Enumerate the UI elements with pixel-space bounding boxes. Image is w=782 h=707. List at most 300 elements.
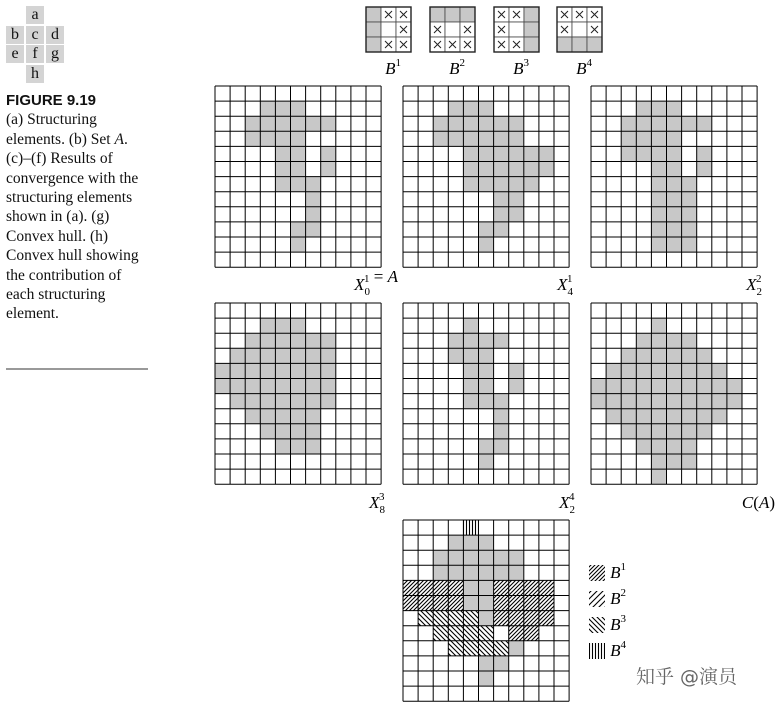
filled-cell bbox=[667, 101, 682, 116]
filled-cell bbox=[230, 394, 245, 409]
filled-cell bbox=[697, 394, 712, 409]
filled-cell bbox=[682, 379, 697, 394]
filled-cell bbox=[260, 379, 275, 394]
filled-cell bbox=[321, 333, 336, 348]
filled-cell bbox=[433, 565, 448, 580]
filled-cell bbox=[494, 222, 509, 237]
filled-cell bbox=[448, 116, 463, 131]
filled-cell bbox=[651, 439, 666, 454]
grid-panel-6 bbox=[591, 303, 757, 484]
grid-panel-5 bbox=[403, 303, 569, 484]
filled-cell bbox=[463, 146, 478, 161]
filled-cell bbox=[463, 379, 478, 394]
filled-cell bbox=[494, 192, 509, 207]
legend-label-3: $B^3$ bbox=[610, 613, 626, 634]
filled-cell bbox=[306, 439, 321, 454]
filled-cell bbox=[291, 237, 306, 252]
filled-cell bbox=[636, 348, 651, 363]
filled-cell bbox=[291, 348, 306, 363]
filled-cell bbox=[712, 379, 727, 394]
filled-cell bbox=[448, 333, 463, 348]
se-cell bbox=[366, 7, 381, 22]
filled-cell bbox=[479, 116, 494, 131]
se-cell bbox=[524, 22, 539, 37]
filled-cell bbox=[494, 565, 509, 580]
filled-cell bbox=[494, 439, 509, 454]
filled-cell bbox=[275, 318, 290, 333]
structuring-element-3 bbox=[494, 7, 539, 52]
filled-cell bbox=[291, 424, 306, 439]
grid-label-2: $X_41$ bbox=[557, 273, 573, 298]
filled-cell bbox=[433, 131, 448, 146]
filled-cell bbox=[479, 101, 494, 116]
filled-cell bbox=[621, 379, 636, 394]
filled-cell bbox=[697, 409, 712, 424]
hatched-cell bbox=[433, 580, 448, 595]
filled-cell bbox=[494, 550, 509, 565]
se-cell bbox=[509, 22, 524, 37]
watermark: 知乎 @演员 bbox=[636, 666, 738, 688]
filled-cell bbox=[494, 409, 509, 424]
filled-cell bbox=[697, 379, 712, 394]
filled-cell bbox=[260, 116, 275, 131]
hatched-cell bbox=[433, 596, 448, 611]
filled-cell bbox=[291, 439, 306, 454]
filled-cell bbox=[463, 131, 478, 146]
filled-cell bbox=[697, 116, 712, 131]
legend-label-2: $B^2$ bbox=[610, 587, 626, 608]
filled-cell bbox=[433, 116, 448, 131]
hatched-cell bbox=[509, 611, 524, 626]
filled-cell bbox=[479, 222, 494, 237]
filled-cell bbox=[494, 116, 509, 131]
filled-cell bbox=[479, 550, 494, 565]
se-cell bbox=[381, 22, 396, 37]
filled-cell bbox=[697, 348, 712, 363]
hatched-cell bbox=[448, 641, 463, 656]
hatched-cell bbox=[509, 626, 524, 641]
filled-cell bbox=[682, 409, 697, 424]
filled-cell bbox=[621, 348, 636, 363]
filled-cell bbox=[260, 348, 275, 363]
filled-cell bbox=[306, 394, 321, 409]
filled-cell bbox=[494, 162, 509, 177]
grid-panel-2 bbox=[403, 86, 569, 267]
filled-cell bbox=[494, 207, 509, 222]
filled-cell bbox=[260, 363, 275, 378]
filled-cell bbox=[479, 454, 494, 469]
filled-cell bbox=[479, 394, 494, 409]
filled-cell bbox=[463, 177, 478, 192]
filled-cell bbox=[509, 177, 524, 192]
hatched-cell bbox=[509, 580, 524, 595]
structuring-element-1 bbox=[366, 7, 411, 52]
filled-cell bbox=[509, 363, 524, 378]
filled-cell bbox=[306, 379, 321, 394]
filled-cell bbox=[651, 379, 666, 394]
filled-cell bbox=[291, 146, 306, 161]
filled-cell bbox=[463, 101, 478, 116]
filled-cell bbox=[479, 146, 494, 161]
filled-cell bbox=[682, 207, 697, 222]
filled-cell bbox=[667, 146, 682, 161]
filled-cell bbox=[494, 424, 509, 439]
filled-cell bbox=[306, 207, 321, 222]
filled-cell bbox=[636, 439, 651, 454]
grid-label-3: $X_22$ bbox=[746, 273, 762, 298]
filled-cell bbox=[306, 177, 321, 192]
hatched-cell bbox=[448, 596, 463, 611]
filled-cell bbox=[448, 550, 463, 565]
panel-key-c: c bbox=[26, 26, 44, 44]
filled-cell bbox=[463, 565, 478, 580]
filled-cell bbox=[651, 116, 666, 131]
filled-cell bbox=[682, 116, 697, 131]
filled-cell bbox=[275, 348, 290, 363]
hatched-cell bbox=[479, 641, 494, 656]
filled-cell bbox=[727, 379, 742, 394]
filled-cell bbox=[621, 116, 636, 131]
filled-cell bbox=[667, 454, 682, 469]
filled-cell bbox=[606, 363, 621, 378]
filled-cell bbox=[636, 379, 651, 394]
filled-cell bbox=[509, 131, 524, 146]
filled-cell bbox=[479, 348, 494, 363]
filled-cell bbox=[291, 409, 306, 424]
filled-cell bbox=[712, 363, 727, 378]
filled-cell bbox=[245, 394, 260, 409]
grid-panel-4 bbox=[215, 303, 381, 484]
hatched-cell bbox=[524, 580, 539, 595]
filled-cell bbox=[275, 424, 290, 439]
se-cell bbox=[460, 7, 475, 22]
filled-cell bbox=[479, 237, 494, 252]
filled-cell bbox=[667, 333, 682, 348]
filled-cell bbox=[524, 177, 539, 192]
filled-cell bbox=[479, 565, 494, 580]
hatched-cell bbox=[448, 626, 463, 641]
caption-text: (a) Structuring elements. (b) Set A. (c)–(f) Results of convergence with the structuring elements shown in (a). (g) Convex hull. (h) Convex hull showing the contribution of each structuring element. bbox=[6, 111, 139, 323]
hatched-cell bbox=[494, 580, 509, 595]
se-cell bbox=[572, 37, 587, 52]
filled-cell bbox=[291, 222, 306, 237]
filled-cell bbox=[682, 192, 697, 207]
filled-cell bbox=[463, 596, 478, 611]
grid-label-5: $X_24$ bbox=[559, 491, 575, 516]
se-cell bbox=[524, 37, 539, 52]
filled-cell bbox=[321, 348, 336, 363]
filled-cell bbox=[651, 222, 666, 237]
filled-cell bbox=[697, 146, 712, 161]
filled-cell bbox=[275, 177, 290, 192]
filled-cell bbox=[509, 116, 524, 131]
hatched-cell bbox=[524, 626, 539, 641]
filled-cell bbox=[321, 379, 336, 394]
se-cell bbox=[366, 22, 381, 37]
filled-cell bbox=[667, 237, 682, 252]
filled-cell bbox=[651, 207, 666, 222]
filled-cell bbox=[651, 424, 666, 439]
filled-cell bbox=[636, 333, 651, 348]
filled-cell bbox=[509, 192, 524, 207]
filled-cell bbox=[621, 363, 636, 378]
filled-cell bbox=[621, 409, 636, 424]
filled-cell bbox=[230, 348, 245, 363]
panel-key-f: f bbox=[26, 45, 44, 63]
hatched-cell bbox=[463, 611, 478, 626]
filled-cell bbox=[636, 394, 651, 409]
legend-swatch-3 bbox=[589, 617, 605, 633]
filled-cell bbox=[591, 379, 606, 394]
filled-cell bbox=[291, 363, 306, 378]
filled-cell bbox=[606, 394, 621, 409]
legend-label-4: $B^4$ bbox=[610, 639, 626, 660]
hatched-cell bbox=[463, 641, 478, 656]
panel-key-b: b bbox=[6, 26, 24, 44]
filled-cell bbox=[494, 656, 509, 671]
filled-cell bbox=[651, 469, 666, 484]
filled-cell bbox=[479, 439, 494, 454]
structuring-element-4 bbox=[557, 7, 602, 52]
filled-cell bbox=[260, 101, 275, 116]
filled-cell bbox=[667, 409, 682, 424]
filled-cell bbox=[682, 222, 697, 237]
filled-cell bbox=[479, 177, 494, 192]
filled-cell bbox=[275, 394, 290, 409]
filled-cell bbox=[275, 116, 290, 131]
filled-cell bbox=[494, 177, 509, 192]
filled-cell bbox=[275, 379, 290, 394]
filled-cell bbox=[509, 550, 524, 565]
filled-cell bbox=[215, 363, 230, 378]
se-cell bbox=[430, 7, 445, 22]
hatched-cell bbox=[418, 611, 433, 626]
filled-cell bbox=[291, 116, 306, 131]
hatched-cell bbox=[494, 596, 509, 611]
filled-cell bbox=[260, 424, 275, 439]
filled-cell bbox=[291, 394, 306, 409]
filled-cell bbox=[591, 394, 606, 409]
filled-cell bbox=[621, 424, 636, 439]
filled-cell bbox=[636, 116, 651, 131]
filled-cell bbox=[275, 162, 290, 177]
filled-cell bbox=[697, 162, 712, 177]
filled-cell bbox=[260, 333, 275, 348]
filled-cell bbox=[621, 146, 636, 161]
filled-cell bbox=[260, 409, 275, 424]
filled-cell bbox=[651, 101, 666, 116]
filled-cell bbox=[524, 162, 539, 177]
filled-cell bbox=[651, 409, 666, 424]
filled-cell bbox=[667, 162, 682, 177]
hatched-cell bbox=[479, 626, 494, 641]
filled-cell bbox=[651, 333, 666, 348]
panel-key-a: a bbox=[26, 6, 44, 24]
legend-label-1: $B^1$ bbox=[610, 561, 626, 582]
filled-cell bbox=[606, 409, 621, 424]
hatched-cell bbox=[539, 580, 554, 595]
grid-panel-3 bbox=[591, 86, 757, 267]
filled-cell bbox=[697, 363, 712, 378]
filled-cell bbox=[321, 116, 336, 131]
grid-label-6: C(A) bbox=[741, 493, 775, 512]
filled-cell bbox=[636, 131, 651, 146]
filled-cell bbox=[667, 192, 682, 207]
filled-cell bbox=[463, 116, 478, 131]
filled-cell bbox=[651, 363, 666, 378]
filled-cell bbox=[215, 379, 230, 394]
filled-cell bbox=[448, 565, 463, 580]
filled-cell bbox=[509, 641, 524, 656]
filled-cell bbox=[433, 550, 448, 565]
hatched-cell bbox=[509, 596, 524, 611]
se-label-3: $B^3$ bbox=[513, 57, 529, 78]
filled-cell bbox=[682, 333, 697, 348]
filled-cell bbox=[448, 348, 463, 363]
filled-cell bbox=[275, 333, 290, 348]
filled-cell bbox=[667, 394, 682, 409]
filled-cell bbox=[306, 192, 321, 207]
filled-cell bbox=[275, 131, 290, 146]
filled-cell bbox=[291, 379, 306, 394]
filled-cell bbox=[448, 131, 463, 146]
hatched-cell bbox=[448, 580, 463, 595]
filled-cell bbox=[479, 656, 494, 671]
panel-key-h: h bbox=[26, 65, 44, 83]
filled-cell bbox=[651, 192, 666, 207]
hatched-cell bbox=[403, 580, 418, 595]
hatched-cell bbox=[463, 626, 478, 641]
hatched-cell bbox=[448, 611, 463, 626]
se-cell bbox=[445, 22, 460, 37]
filled-cell bbox=[636, 424, 651, 439]
filled-cell bbox=[667, 207, 682, 222]
se-cell bbox=[445, 7, 460, 22]
filled-cell bbox=[682, 177, 697, 192]
filled-cell bbox=[651, 348, 666, 363]
grid-panel-1 bbox=[215, 86, 381, 267]
filled-cell bbox=[448, 535, 463, 550]
filled-cell bbox=[463, 580, 478, 595]
filled-cell bbox=[636, 363, 651, 378]
filled-cell bbox=[463, 348, 478, 363]
filled-cell bbox=[479, 596, 494, 611]
se-cell bbox=[366, 37, 381, 52]
filled-cell bbox=[291, 333, 306, 348]
hatched-cell bbox=[524, 596, 539, 611]
legend-swatch-4 bbox=[589, 643, 605, 659]
filled-cell bbox=[479, 162, 494, 177]
filled-cell bbox=[291, 177, 306, 192]
filled-cell bbox=[463, 550, 478, 565]
filled-cell bbox=[479, 131, 494, 146]
filled-cell bbox=[682, 424, 697, 439]
hatched-cell bbox=[539, 596, 554, 611]
se-label-2: $B^2$ bbox=[449, 57, 465, 78]
filled-cell bbox=[245, 333, 260, 348]
filled-cell bbox=[539, 146, 554, 161]
filled-cell bbox=[275, 101, 290, 116]
se-cell bbox=[524, 7, 539, 22]
filled-cell bbox=[509, 207, 524, 222]
filled-cell bbox=[479, 671, 494, 686]
filled-cell bbox=[667, 424, 682, 439]
filled-cell bbox=[667, 439, 682, 454]
hatched-cell bbox=[494, 641, 509, 656]
grid-label-4: $X_83$ bbox=[369, 491, 385, 516]
hatched-cell bbox=[403, 596, 418, 611]
filled-cell bbox=[306, 348, 321, 363]
caption-title: FIGURE 9.19 bbox=[6, 92, 97, 109]
filled-cell bbox=[306, 409, 321, 424]
filled-cell bbox=[667, 131, 682, 146]
se-label-1: $B^1$ bbox=[385, 57, 401, 78]
filled-cell bbox=[606, 379, 621, 394]
filled-cell bbox=[463, 162, 478, 177]
filled-cell bbox=[494, 131, 509, 146]
filled-cell bbox=[682, 237, 697, 252]
filled-cell bbox=[682, 394, 697, 409]
filled-cell bbox=[712, 394, 727, 409]
filled-cell bbox=[463, 333, 478, 348]
filled-cell bbox=[539, 162, 554, 177]
filled-cell bbox=[682, 454, 697, 469]
filled-cell bbox=[651, 454, 666, 469]
filled-cell bbox=[306, 333, 321, 348]
filled-cell bbox=[479, 535, 494, 550]
hatched-cell bbox=[418, 596, 433, 611]
filled-cell bbox=[291, 131, 306, 146]
filled-cell bbox=[291, 101, 306, 116]
filled-cell bbox=[651, 177, 666, 192]
grid-label-1: $X_01 = A$ bbox=[354, 267, 398, 298]
legend-swatch-2 bbox=[589, 591, 605, 607]
filled-cell bbox=[306, 116, 321, 131]
filled-cell bbox=[245, 348, 260, 363]
filled-cell bbox=[260, 394, 275, 409]
filled-cell bbox=[509, 146, 524, 161]
filled-cell bbox=[636, 409, 651, 424]
filled-cell bbox=[321, 394, 336, 409]
filled-cell bbox=[245, 116, 260, 131]
filled-cell bbox=[306, 363, 321, 378]
filled-cell bbox=[651, 146, 666, 161]
filled-cell bbox=[667, 348, 682, 363]
filled-cell bbox=[494, 146, 509, 161]
filled-cell bbox=[651, 394, 666, 409]
filled-cell bbox=[636, 101, 651, 116]
se-cell bbox=[572, 22, 587, 37]
se-label-4: $B^4$ bbox=[576, 57, 592, 78]
hatched-cell bbox=[494, 611, 509, 626]
filled-cell bbox=[291, 318, 306, 333]
filled-cell bbox=[667, 379, 682, 394]
hatched-cell bbox=[524, 611, 539, 626]
filled-cell bbox=[321, 162, 336, 177]
filled-cell bbox=[291, 162, 306, 177]
filled-cell bbox=[667, 116, 682, 131]
filled-cell bbox=[245, 409, 260, 424]
filled-cell bbox=[463, 318, 478, 333]
filled-cell bbox=[245, 131, 260, 146]
filled-cell bbox=[479, 580, 494, 595]
filled-cell bbox=[275, 409, 290, 424]
structuring-element-2 bbox=[430, 7, 475, 52]
filled-cell bbox=[621, 131, 636, 146]
panel-key-g: g bbox=[46, 45, 64, 63]
filled-cell bbox=[509, 162, 524, 177]
filled-cell bbox=[230, 363, 245, 378]
